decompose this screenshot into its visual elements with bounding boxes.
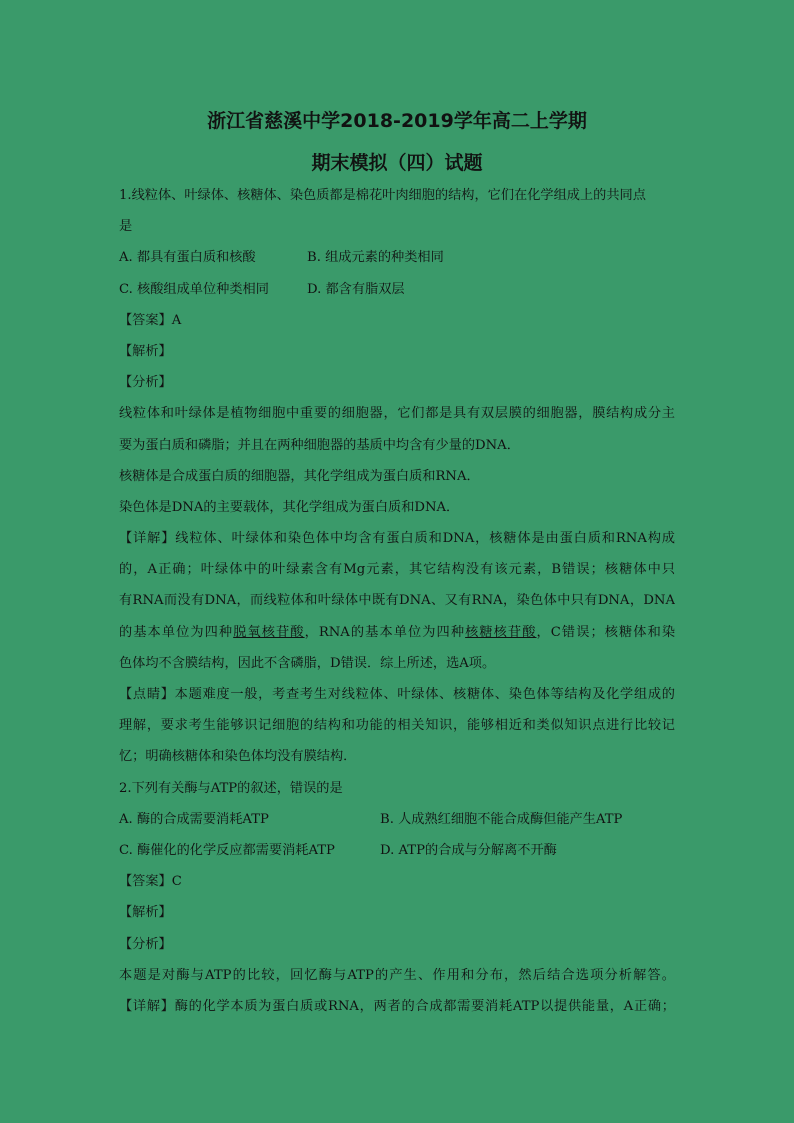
- q2-option-b: B. 人成熟红细胞不能合成酶但能产生ATP: [380, 811, 623, 827]
- q1-analysis-line: 染色体是DNA的主要载体，其化学组成为蛋白质和DNA．: [119, 499, 460, 515]
- q1-option-a: A. 都具有蛋白质和核酸: [119, 250, 256, 266]
- q2-jiexi-label: 【解析】: [119, 905, 172, 921]
- q2-option-d: D. ATP的合成与分解离不开酶: [380, 842, 557, 858]
- q1-answer: 【答案】A: [119, 312, 182, 328]
- q1-comment-line: 【点睛】本题难度一般，考查考生对线粒体、叶绿体、核糖体、染色体等结构及化学组成的: [119, 687, 675, 702]
- q1-detail-line: [119, 617, 675, 648]
- q1-option-c: C. 核酸组成单位种类相同: [119, 281, 269, 297]
- q1-stem-cont: 是: [119, 219, 133, 235]
- q2-option-a: A. 酶的合成需要消耗ATP: [119, 811, 269, 827]
- q2-detail-line: 【详解】酶的化学本质为蛋白质或RNA，两者的合成都需要消耗ATP以提供能量，A正确；: [119, 998, 675, 1014]
- q1-stem: 1.线粒体、叶绿体、核糖体、染色质都是棉花叶肉细胞的结构，它们在化学组成上的共同点: [119, 188, 646, 203]
- q1-detail-line: 有RNA而没有DNA，而线粒体和叶绿体中既有DNA、又有RNA，染色体中只有DNA，DNA: [119, 593, 675, 609]
- q2-options-row2: [119, 835, 675, 866]
- q1-detail-text: 的基本单位为四种: [119, 624, 234, 640]
- q1-detail-underlined: 脱氧核苷酸: [233, 624, 305, 640]
- q2-stem: 2.下列有关酶与ATP的叙述，错误的是: [119, 780, 343, 796]
- q2-answer: 【答案】C: [119, 874, 182, 890]
- q1-option-b: B. 组成元素的种类相同: [307, 250, 444, 266]
- q1-comment-line: 理解，要求考生能够识记细胞的结构和功能的相关知识，能够相近和类似知识点进行比较记: [119, 718, 675, 734]
- q1-option-d: D. 都含有脂双层: [307, 281, 405, 297]
- q1-detail-text: ，C错误；核糖体和染: [536, 624, 675, 640]
- document-body: [119, 180, 675, 1022]
- q1-options-row1: [119, 242, 675, 273]
- q1-detail-line: 色体均不含膜结构，因此不含磷脂，D错误．综上所述，选A项。: [119, 655, 496, 671]
- q1-detail-line: 的，A正确；叶绿体中的叶绿素含有Mg元素，其它结构没有该元素，B错误；核糖体中只: [119, 562, 675, 578]
- q2-fenxi-label: 【分析】: [119, 936, 172, 952]
- q1-analysis-line: 要为蛋白质和磷脂；并且在两种细胞器的基质中均含有少量的DNA．: [119, 437, 520, 453]
- q2-option-c: C. 酶催化的化学反应都需要消耗ATP: [119, 842, 335, 858]
- q1-detail-underlined: 核糖核苷酸: [465, 624, 537, 640]
- q1-options-row2: [119, 274, 675, 305]
- q1-analysis-line: 线粒体和叶绿体是植物细胞中重要的细胞器，它们都是具有双层膜的细胞器，膜结构成分主: [119, 406, 675, 422]
- q2-options-row1: [119, 804, 675, 835]
- q1-comment-line: 忆；明确核糖体和染色体均没有膜结构．: [119, 749, 357, 765]
- q1-detail-line: 【详解】线粒体、叶绿体和染色体中均含有蛋白质和DNA，核糖体是由蛋白质和RNA构成: [119, 531, 675, 547]
- q1-fenxi-label: 【分析】: [119, 375, 172, 391]
- q1-jiexi-label: 【解析】: [119, 343, 172, 359]
- q1-detail-text: ，RNA的基本单位为四种: [304, 624, 466, 640]
- document-title: 浙江省慈溪中学2018-2019学年高二上学期: [207, 110, 587, 132]
- document-subtitle: 期末模拟（四）试题: [311, 152, 483, 174]
- q2-analysis-line: 本题是对酶与ATP的比较，回忆酶与ATP的产生、作用和分布，然后结合选项分析解答。: [119, 967, 675, 983]
- q1-analysis-line: 核糖体是合成蛋白质的细胞器，其化学组成为蛋白质和RNA．: [119, 468, 480, 484]
